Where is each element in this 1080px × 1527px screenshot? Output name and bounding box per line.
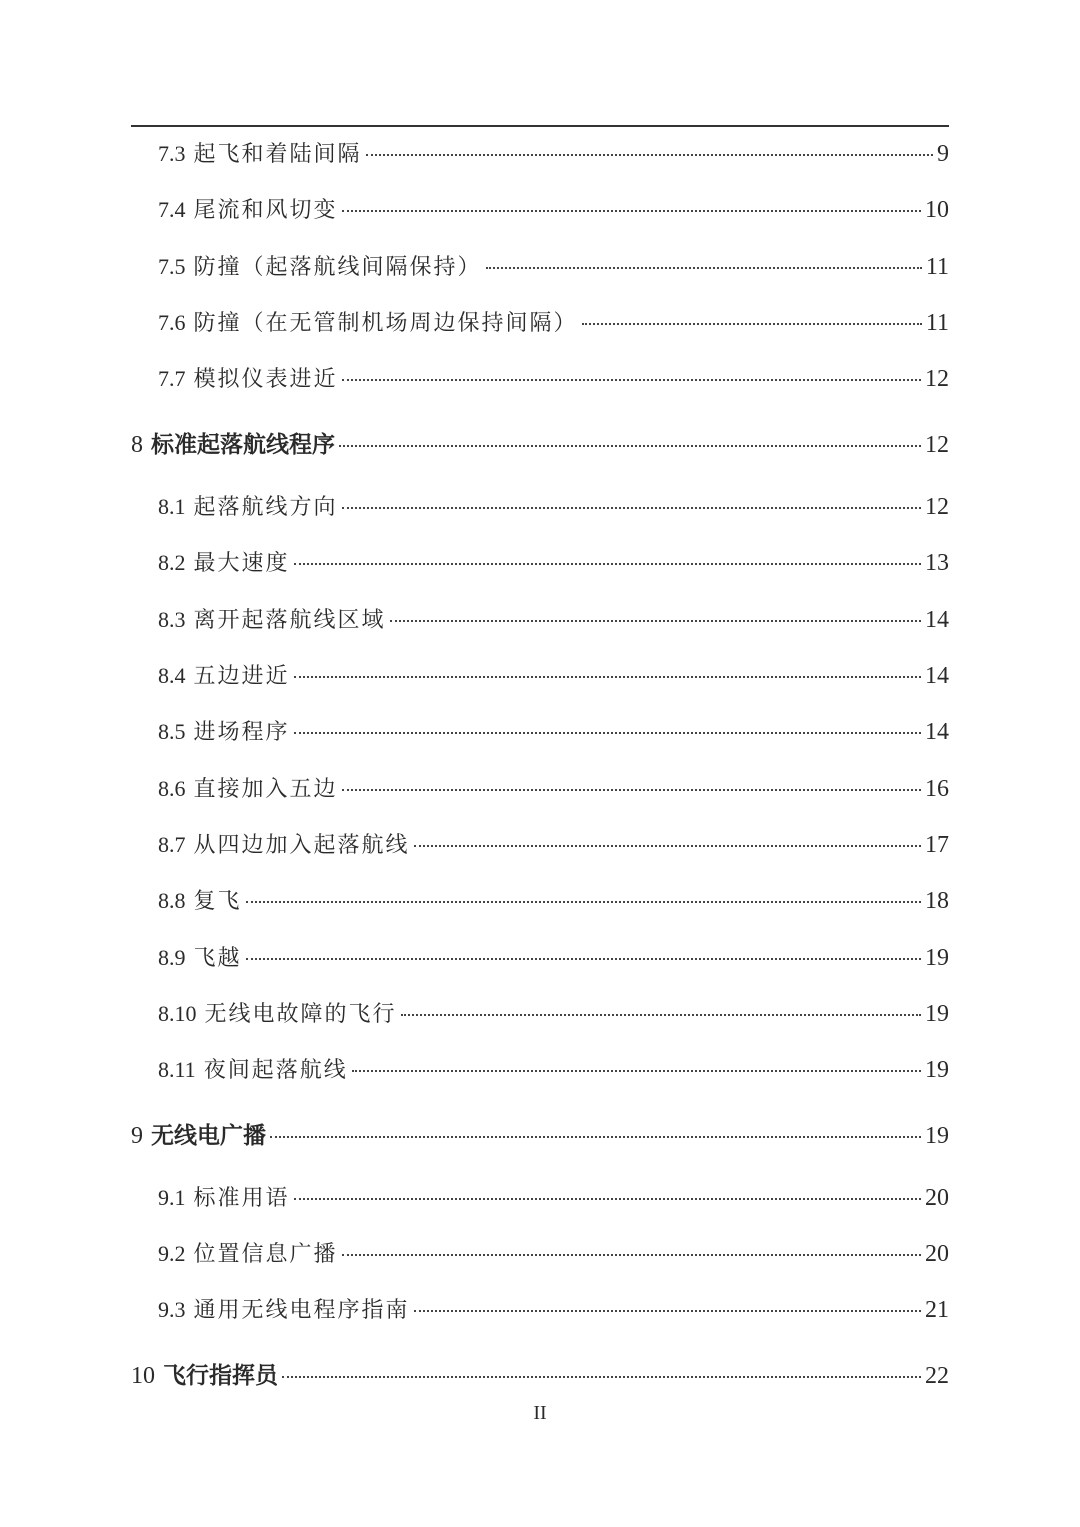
toc-section-title: 防撞（在无管制机场周边保持间隔）	[193, 311, 578, 336]
toc-section-title: 最大速度	[193, 551, 290, 576]
header-rule	[131, 125, 949, 127]
toc-dot-leader	[582, 323, 922, 325]
toc-page-number: 19	[925, 945, 949, 971]
toc-section-number: 9.2	[158, 1241, 186, 1266]
toc-dot-leader	[414, 1310, 921, 1312]
toc-dot-leader	[486, 267, 922, 269]
toc-page-number: 19	[925, 1057, 949, 1083]
toc-section-number: 8.3	[158, 607, 186, 632]
toc-section-number: 7.7	[158, 366, 186, 391]
toc-section-title: 通用无线电程序指南	[193, 1298, 410, 1323]
toc-section-number: 7.5	[158, 254, 186, 279]
toc-dot-leader	[246, 958, 921, 960]
toc-section-number: 9.3	[158, 1297, 186, 1322]
toc-section-number: 7.6	[158, 310, 186, 335]
toc-page-number: 20	[925, 1185, 949, 1211]
toc-entry[interactable]	[131, 490, 949, 521]
toc-dot-leader	[342, 789, 921, 791]
toc-section-number: 8.4	[158, 663, 186, 688]
toc-dot-leader	[282, 1376, 921, 1378]
toc-section-title: 起飞和着陆间隔	[193, 142, 362, 167]
toc-entry[interactable]	[131, 1117, 949, 1150]
toc-dot-leader	[342, 379, 921, 381]
toc-page-number: 11	[925, 254, 949, 280]
toc-page-number: 20	[925, 1241, 949, 1267]
toc-section-number: 8.1	[158, 494, 186, 519]
toc-page-number: 22	[925, 1363, 949, 1389]
toc-entry[interactable]	[131, 306, 949, 337]
toc-dot-leader	[339, 445, 921, 447]
toc-section-title: 模拟仪表进近	[193, 367, 338, 392]
toc-entry[interactable]	[131, 250, 949, 281]
toc-page-number: 12	[925, 366, 949, 392]
toc-section-title: 离开起落航线区域	[193, 608, 386, 633]
toc-section-number: 8	[131, 432, 143, 458]
toc-entry[interactable]	[131, 884, 949, 915]
toc-page-number: 9	[937, 141, 949, 167]
toc-page-number: 21	[925, 1297, 949, 1323]
toc-entry[interactable]	[131, 546, 949, 577]
toc-dot-leader	[390, 620, 921, 622]
toc-section-title: 直接加入五边	[193, 777, 338, 802]
toc-dot-leader	[246, 901, 921, 903]
toc-dot-leader	[342, 507, 921, 509]
toc-entry[interactable]	[131, 659, 949, 690]
toc-section-number: 8.2	[158, 550, 186, 575]
toc-entry[interactable]	[131, 603, 949, 634]
toc-section-title: 复飞	[193, 889, 242, 914]
toc-entry[interactable]	[131, 1357, 949, 1390]
toc-section-number: 8.8	[158, 888, 186, 913]
toc-entry[interactable]	[131, 997, 949, 1028]
toc-entry[interactable]	[131, 941, 949, 972]
toc-page-number: 14	[925, 663, 949, 689]
toc-page-number: 16	[925, 776, 949, 802]
toc-dot-leader	[270, 1136, 921, 1138]
toc-entry[interactable]	[131, 715, 949, 746]
toc-dot-leader	[294, 732, 921, 734]
toc-dot-leader	[294, 1198, 921, 1200]
toc-dot-leader	[342, 1254, 921, 1256]
toc-section-title: 无线电故障的飞行	[204, 1002, 397, 1027]
toc-page-number: 17	[925, 832, 949, 858]
toc-dot-leader	[401, 1014, 921, 1016]
toc-entry[interactable]	[131, 193, 949, 224]
toc-dot-leader	[414, 845, 921, 847]
toc-page-number: 18	[925, 888, 949, 914]
toc-section-title: 标准起落航线程序	[151, 432, 335, 458]
toc-entry[interactable]	[131, 772, 949, 803]
toc-dot-leader	[366, 154, 933, 156]
toc-dot-leader	[294, 563, 921, 565]
toc-section-number: 7.4	[158, 197, 186, 222]
toc-section-number: 8.5	[158, 719, 186, 744]
page-number: II	[533, 1402, 547, 1424]
toc-page-number: 12	[925, 432, 949, 458]
toc-entry[interactable]	[131, 137, 949, 168]
toc-section-number: 8.9	[158, 945, 186, 970]
toc-section-title: 无线电广播	[151, 1123, 266, 1149]
toc-section-number: 8.11	[158, 1057, 196, 1082]
toc-entry[interactable]	[131, 362, 949, 393]
toc-section-title: 五边进近	[193, 664, 290, 689]
toc-page-number: 14	[925, 719, 949, 745]
toc-page-number: 19	[925, 1123, 949, 1149]
toc-entry[interactable]	[131, 1237, 949, 1268]
toc-section-title: 尾流和风切变	[193, 198, 338, 223]
toc-entry[interactable]	[131, 426, 949, 459]
toc-section-title: 起落航线方向	[193, 495, 338, 520]
toc-page-number: 11	[925, 310, 949, 336]
toc-section-number: 9.1	[158, 1185, 186, 1210]
toc-section-number: 10	[131, 1363, 155, 1389]
toc-section-number: 8.7	[158, 832, 186, 857]
toc-section-title: 夜间起落航线	[203, 1058, 348, 1083]
toc-section-number: 8.10	[158, 1001, 197, 1026]
toc-section-title: 标准用语	[193, 1186, 290, 1211]
toc-section-number: 8.6	[158, 776, 186, 801]
toc-section-title: 从四边加入起落航线	[193, 833, 410, 858]
toc-dot-leader	[342, 210, 921, 212]
toc-entry[interactable]	[131, 1181, 949, 1212]
toc-page-number: 19	[925, 1001, 949, 1027]
toc-entry[interactable]	[131, 1293, 949, 1324]
toc-dot-leader	[294, 676, 921, 678]
toc-page-number: 12	[925, 494, 949, 520]
toc-section-title: 防撞（起落航线间隔保持）	[193, 255, 482, 280]
toc-entry[interactable]	[131, 1053, 949, 1084]
toc-page-number: 13	[925, 550, 949, 576]
toc-section-number: 9	[131, 1123, 143, 1149]
toc-entry[interactable]	[131, 828, 949, 859]
toc-page-number: 14	[925, 607, 949, 633]
toc-page-number: 10	[925, 197, 949, 223]
toc-dot-leader	[352, 1070, 921, 1072]
toc-section-title: 进场程序	[193, 720, 290, 745]
toc-section-number: 7.3	[158, 141, 186, 166]
toc-section-title: 位置信息广播	[193, 1242, 338, 1267]
toc-section-title: 飞行指挥员	[163, 1363, 278, 1389]
toc-section-title: 飞越	[193, 946, 242, 971]
